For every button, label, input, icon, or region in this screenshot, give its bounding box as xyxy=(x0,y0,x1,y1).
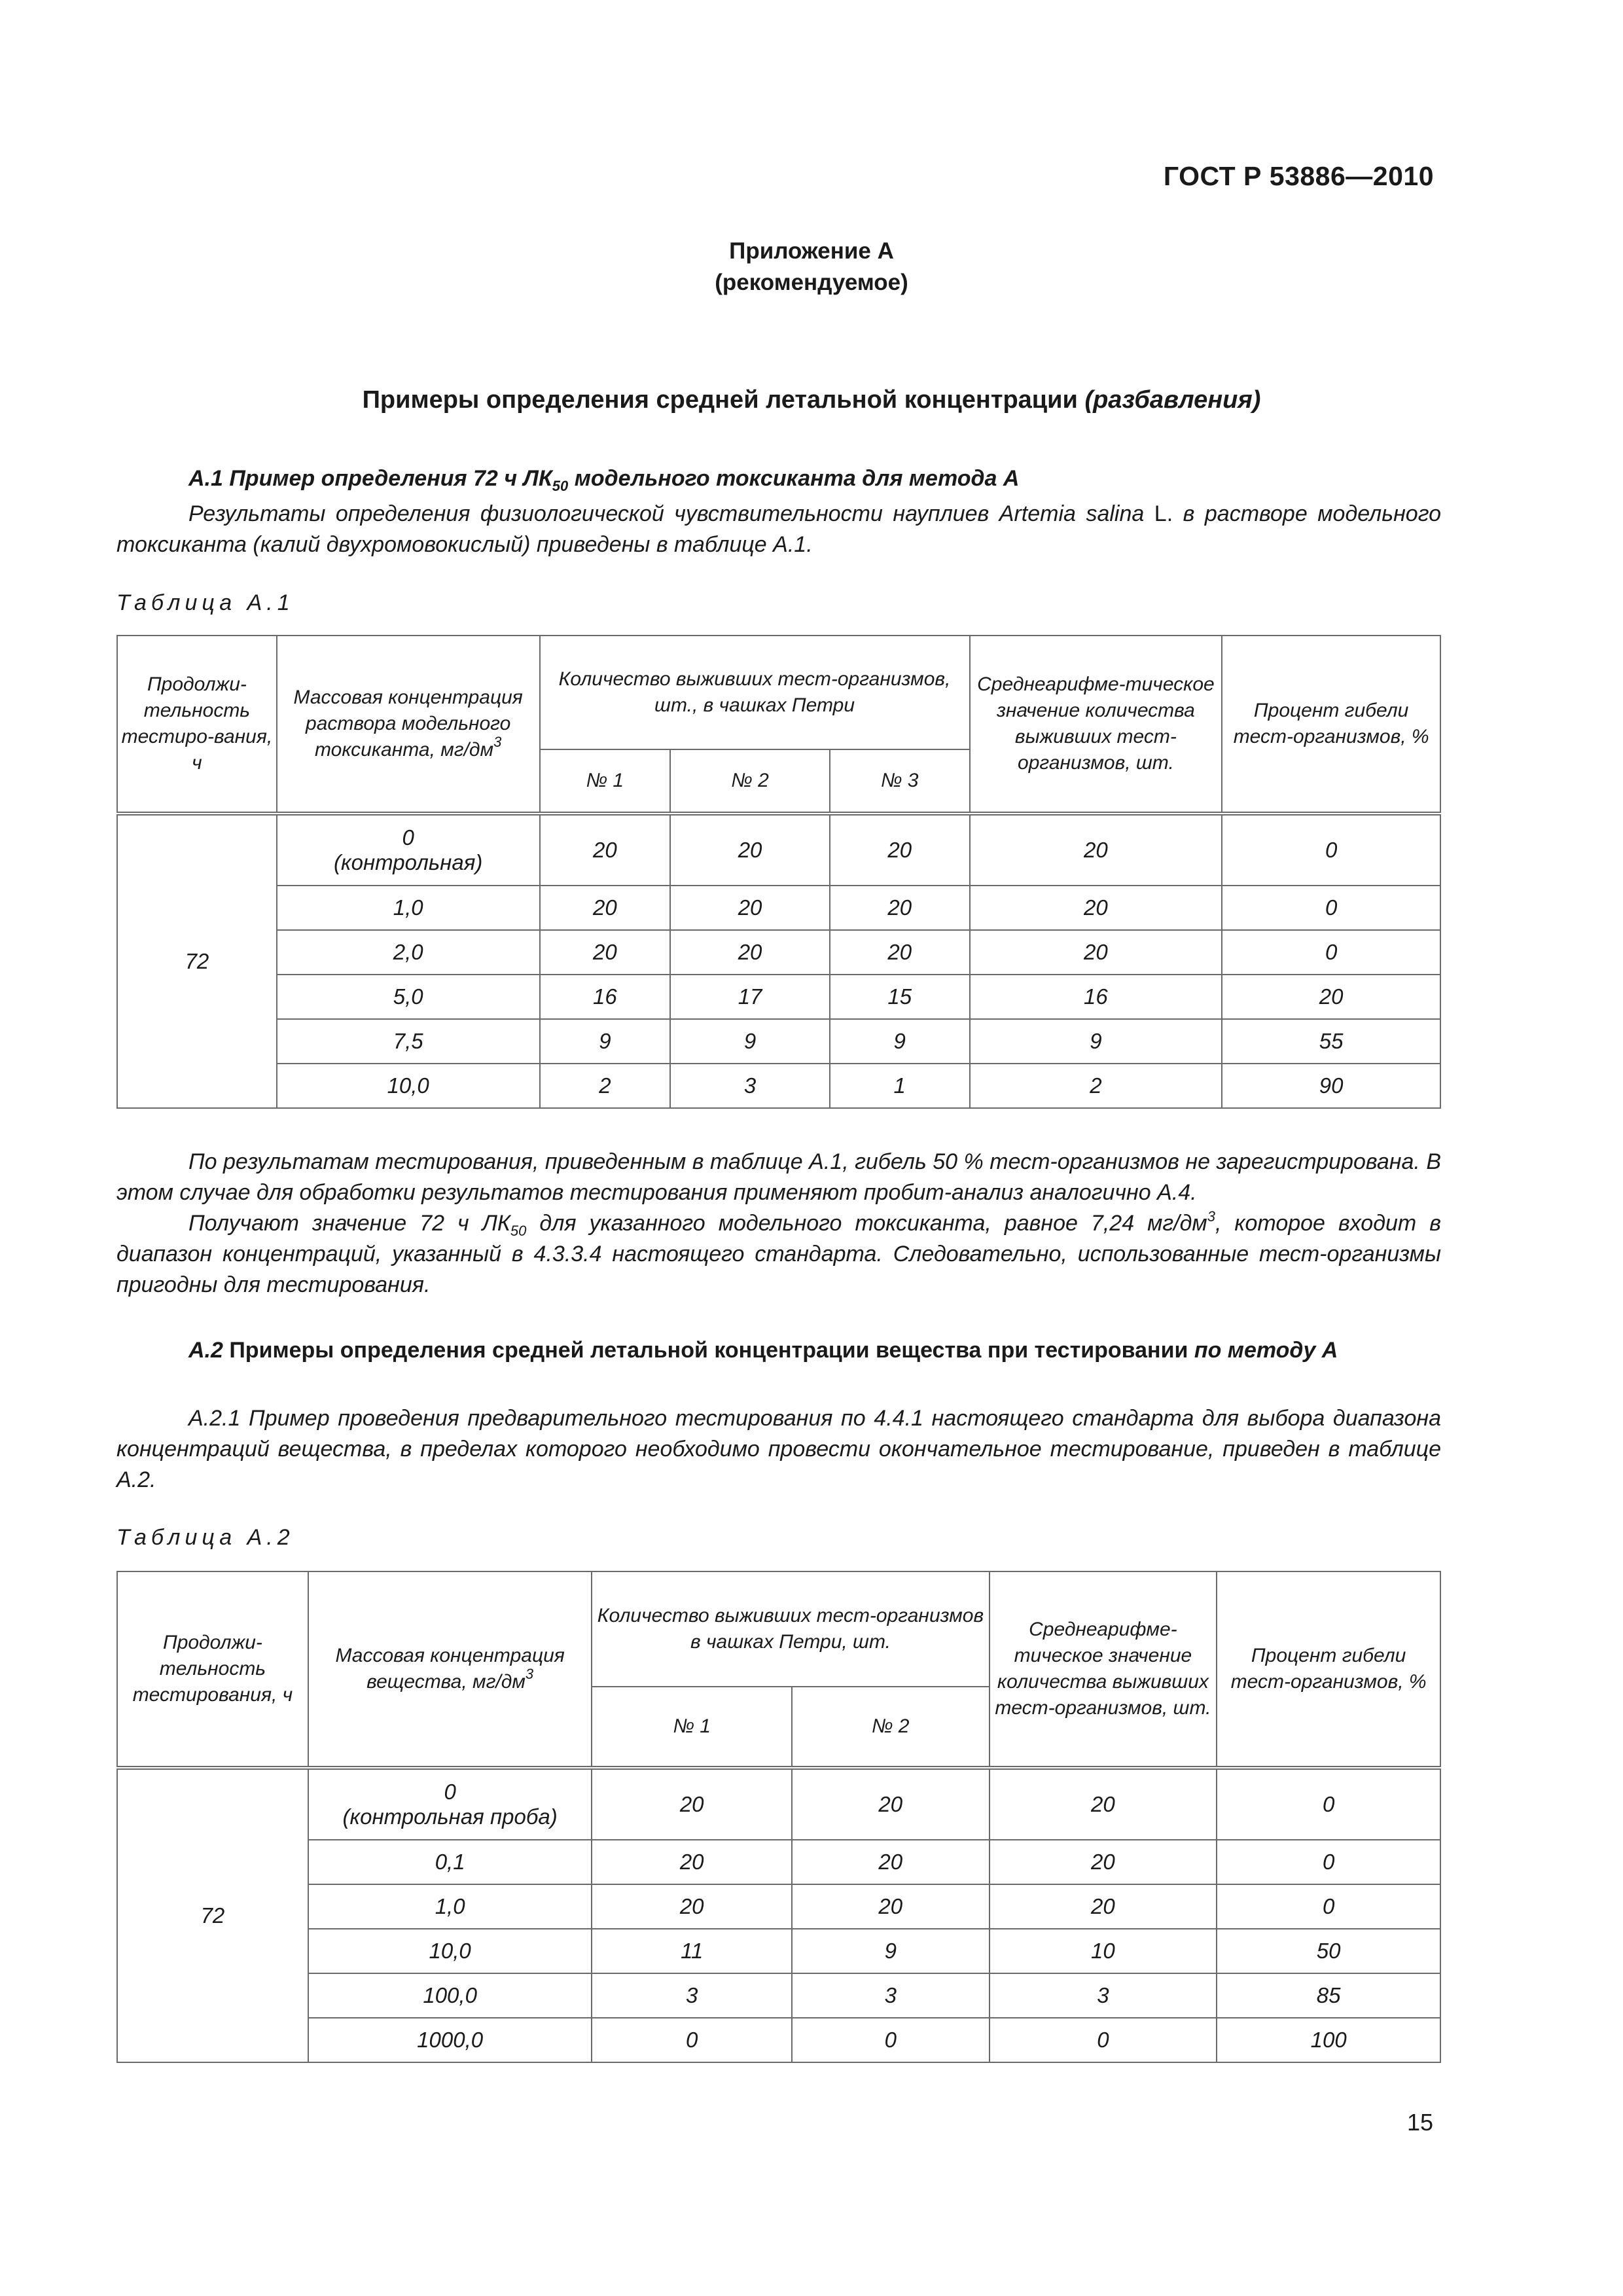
concentration-cell: 1,0 xyxy=(308,1884,592,1929)
header-mean: Среднеарифме-тическое значение количества выживших тест-организмов, шт. xyxy=(970,636,1222,814)
table-row xyxy=(117,1064,1440,1108)
dish-1-cell: 2 xyxy=(540,1064,671,1108)
section-a2-heading: А.2 Примеры определения средней летальной концентрации вещества при тестировании по методу А xyxy=(188,1338,1338,1363)
table-row xyxy=(117,1768,1440,1840)
mean-cell: 20 xyxy=(970,814,1222,886)
section-a1-heading: А.1 Пример определения 72 ч $ЛК_{50}$ модельного токсиканта для метода А xyxy=(188,466,1020,494)
table-row xyxy=(117,814,1440,886)
dish-1-cell: 9 xyxy=(540,1019,671,1064)
dish-2-cell: 20 xyxy=(670,814,830,886)
results-paragraph-2: Получают значение 72 ч $ЛК_{50}$ для указанного модельного токсиканта, равное 7,24 $мг/дм^3$, которое входит в диапазон концентраций, указанный в 4.3.3.4 настоящего стандарта. Следовательно, использованные тест-организмы пригодны для тестирования. xyxy=(116,1208,1441,1297)
table-row xyxy=(117,975,1440,1019)
mean-cell: 20 xyxy=(970,886,1222,930)
dish-3-cell: 9 xyxy=(830,1019,970,1064)
table-row xyxy=(117,930,1440,975)
table-row xyxy=(117,1884,1440,1929)
table-a1-caption: Таблица А.1 xyxy=(116,590,294,615)
dish-3-cell: 20 xyxy=(830,930,970,975)
mortality-cell: 0 xyxy=(1217,1884,1440,1929)
header-duration: Продолжи-тельность тестирования, ч xyxy=(117,1571,308,1768)
dish-3-cell: 15 xyxy=(830,975,970,1019)
mortality-cell: 0 xyxy=(1222,814,1440,886)
page-number: 15 xyxy=(1406,2109,1433,2136)
mean-cell: 20 xyxy=(990,1884,1217,1929)
mortality-cell: 0 xyxy=(1217,1840,1440,1884)
appendix-label: Приложение А xyxy=(729,238,894,264)
mean-cell: 20 xyxy=(990,1840,1217,1884)
table-a1 xyxy=(116,635,1441,1109)
mean-cell: 20 xyxy=(970,930,1222,975)
header-survived: Количество выживших тест-организмов в чашках Петри, шт. xyxy=(592,1571,989,1687)
table-row xyxy=(117,1973,1440,2018)
document-code: ГОСТ Р 53886—2010 xyxy=(1163,161,1434,191)
dish-2-cell: 20 xyxy=(792,1840,990,1884)
section-a1-paragraph: Результаты определения физиологической чувствительности науплиев Artemia salina L. в растворе модельного токсиканта (калий двухромовокислый) приведены в таблице А.1. xyxy=(116,501,1441,557)
mean-cell: 10 xyxy=(990,1929,1217,1973)
mortality-cell: 85 xyxy=(1217,1973,1440,2018)
mean-cell: 2 xyxy=(970,1064,1222,1108)
dish-2-cell: 9 xyxy=(792,1929,990,1973)
dish-1-cell: 20 xyxy=(592,1840,792,1884)
dish-3-cell: 20 xyxy=(830,886,970,930)
header-mean: Среднеарифме-тическое значение количества выживших тест-организмов, шт. xyxy=(990,1571,1217,1768)
table-a2 xyxy=(116,1571,1441,2063)
dish-3-cell: 1 xyxy=(830,1064,970,1108)
concentration-cell: 1000,0 xyxy=(308,2018,592,2062)
table-row xyxy=(117,2018,1440,2062)
table-row xyxy=(117,1019,1440,1064)
mortality-cell: 55 xyxy=(1222,1019,1440,1064)
main-heading-italic: (разбавления) xyxy=(1084,386,1261,414)
concentration-cell: 0 (контрольная) xyxy=(277,814,540,886)
header-dish-1: № 1 xyxy=(540,749,671,814)
main-heading-text: Примеры определения средней летальной концентрации xyxy=(362,386,1085,414)
dish-1-cell: 20 xyxy=(540,814,671,886)
appendix-status: (рекомендуемое) xyxy=(715,270,908,295)
header-dish-1: № 1 xyxy=(592,1687,792,1768)
dish-2-cell: 20 xyxy=(792,1768,990,1840)
header-concentration: Массовая концентрация раствора модельного токсиканта, $мг/дм^3$ xyxy=(277,636,540,814)
duration-cell: 72 xyxy=(117,1768,308,2062)
dish-1-cell: 0 xyxy=(592,2018,792,2062)
table-row xyxy=(117,886,1440,930)
results-paragraph-1: По результатам тестирования, приведенным в таблице А.1, гибель 50 % тест-организмов не зарегистрирована. В этом случае для обработки результатов тестирования применяют пробит-анализ аналогично А.4. xyxy=(116,1149,1441,1205)
dish-2-cell: 20 xyxy=(792,1884,990,1929)
dish-2-cell: 3 xyxy=(792,1973,990,2018)
mortality-cell: 50 xyxy=(1217,1929,1440,1973)
table-row xyxy=(117,1929,1440,1973)
concentration-cell: 2,0 xyxy=(277,930,540,975)
header-duration: Продолжи-тельность тестиро-вания, ч xyxy=(117,636,277,814)
dish-2-cell: 9 xyxy=(670,1019,830,1064)
header-concentration: Массовая концентрация вещества, $мг/дм^3$ xyxy=(308,1571,592,1768)
dish-1-cell: 20 xyxy=(592,1884,792,1929)
concentration-cell: 7,5 xyxy=(277,1019,540,1064)
header-mortality: Процент гибели тест-организмов, % xyxy=(1222,636,1440,814)
mortality-cell: 0 xyxy=(1222,886,1440,930)
dish-1-cell: 16 xyxy=(540,975,671,1019)
appendix-title xyxy=(0,236,1623,298)
results-paragraphs xyxy=(116,1147,1441,1300)
dish-1-cell: 20 xyxy=(540,930,671,975)
mortality-cell: 0 xyxy=(1217,1768,1440,1840)
mortality-cell: 100 xyxy=(1217,2018,1440,2062)
main-heading xyxy=(0,386,1623,414)
header-survived: Количество выживших тест-организмов, шт., в чашках Петри xyxy=(540,636,970,749)
dish-2-cell: 0 xyxy=(792,2018,990,2062)
header-mortality: Процент гибели тест-организмов, % xyxy=(1217,1571,1440,1768)
duration-cell: 72 xyxy=(117,814,277,1108)
concentration-cell: 5,0 xyxy=(277,975,540,1019)
dish-1-cell: 11 xyxy=(592,1929,792,1973)
concentration-cell: 100,0 xyxy=(308,1973,592,2018)
dish-2-cell: 20 xyxy=(670,886,830,930)
concentration-cell: 10,0 xyxy=(308,1929,592,1973)
dish-1-cell: 20 xyxy=(540,886,671,930)
dish-1-cell: 3 xyxy=(592,1973,792,2018)
mortality-cell: 20 xyxy=(1222,975,1440,1019)
concentration-cell: 0,1 xyxy=(308,1840,592,1884)
mean-cell: 20 xyxy=(990,1768,1217,1840)
dish-3-cell: 20 xyxy=(830,814,970,886)
table-row xyxy=(117,1840,1440,1884)
dish-2-cell: 17 xyxy=(670,975,830,1019)
concentration-cell: 10,0 xyxy=(277,1064,540,1108)
dish-2-cell: 3 xyxy=(670,1064,830,1108)
section-a2-paragraph: А.2.1 Пример проведения предварительного тестирования по 4.4.1 настоящего стандарта для выбора диапазона концентраций вещества, в пределах которого необходимо провести окончательное тестирование, приведен в таблице А.2. xyxy=(116,1406,1441,1492)
table-a2-caption: Таблица А.2 xyxy=(116,1525,294,1550)
dish-2-cell: 20 xyxy=(670,930,830,975)
concentration-cell: 0 (контрольная проба) xyxy=(308,1768,592,1840)
mean-cell: 3 xyxy=(990,1973,1217,2018)
mean-cell: 0 xyxy=(990,2018,1217,2062)
mortality-cell: 90 xyxy=(1222,1064,1440,1108)
header-dish-2: № 2 xyxy=(792,1687,990,1768)
header-dish-3: № 3 xyxy=(830,749,970,814)
mean-cell: 16 xyxy=(970,975,1222,1019)
dish-1-cell: 20 xyxy=(592,1768,792,1840)
mean-cell: 9 xyxy=(970,1019,1222,1064)
concentration-cell: 1,0 xyxy=(277,886,540,930)
mortality-cell: 0 xyxy=(1222,930,1440,975)
header-dish-2: № 2 xyxy=(670,749,830,814)
